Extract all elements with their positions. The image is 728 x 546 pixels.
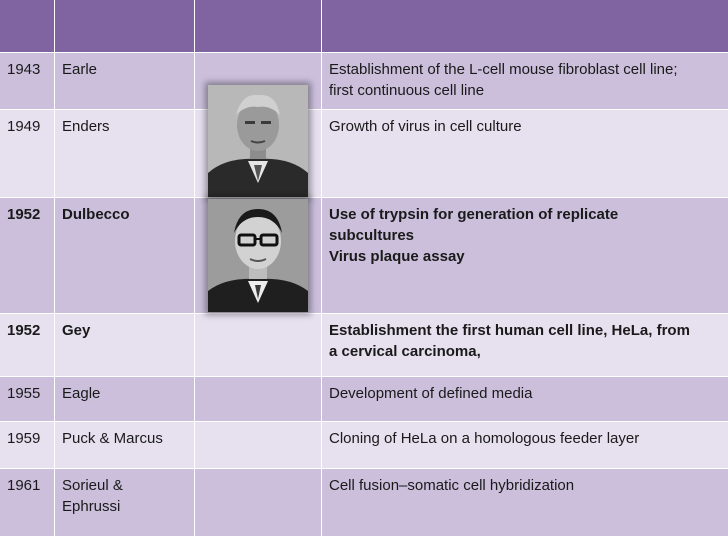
event-cell	[321, 468, 728, 536]
year-cell: 1952	[0, 197, 54, 313]
event-cell	[321, 376, 728, 421]
event-line: Use of trypsin for generation of replicate	[329, 206, 619, 223]
header-cell-photo	[194, 0, 321, 52]
name-line: Ephrussi	[62, 498, 121, 515]
event-cell	[321, 52, 728, 109]
event-line: Growth of virus in cell culture	[329, 118, 522, 135]
portrait-photo-dulbecco	[208, 199, 308, 312]
event-line: Development of defined media	[329, 385, 533, 402]
photo-cell	[194, 421, 321, 468]
year-cell: 1952	[0, 313, 54, 376]
name-cell: Enders	[54, 109, 194, 197]
table-header-row	[0, 0, 728, 52]
event-cell	[321, 421, 728, 468]
event-line: Establishment the first human cell line, HeLa, from	[329, 322, 690, 339]
name-cell: Eagle	[54, 376, 194, 421]
table-row	[0, 52, 728, 109]
year-cell: 1955	[0, 376, 54, 421]
event-line: first continuous cell line	[329, 82, 485, 99]
table-row	[0, 109, 728, 197]
photo-cell	[194, 468, 321, 536]
header-cell-year	[0, 0, 54, 52]
event-line: subcultures	[329, 227, 415, 244]
table-row	[0, 197, 728, 313]
name-cell: Puck & Marcus	[54, 421, 194, 468]
portrait-photo-enders	[208, 85, 308, 197]
table-row	[0, 376, 728, 421]
name-line: Sorieul &	[62, 477, 123, 494]
table-row	[0, 313, 728, 376]
event-line: Cloning of HeLa on a homologous feeder layer	[329, 430, 640, 447]
name-cell: Earle	[54, 52, 194, 109]
photo-cell	[194, 313, 321, 376]
event-line: Establishment of the L-cell mouse fibroblast cell line;	[329, 61, 678, 78]
table-row	[0, 468, 728, 536]
event-line: Virus plaque assay	[329, 248, 465, 265]
year-cell: 1959	[0, 421, 54, 468]
name-cell: Gey	[54, 313, 194, 376]
year-cell: 1943	[0, 52, 54, 109]
event-cell	[321, 313, 728, 376]
event-line: Cell fusion–somatic cell hybridization	[329, 477, 575, 494]
event-cell	[321, 109, 728, 197]
name-cell: Dulbecco	[54, 197, 194, 313]
photo-cell	[194, 376, 321, 421]
year-cell: 1961	[0, 468, 54, 536]
event-cell	[321, 197, 728, 313]
event-line: a cervical carcinoma,	[329, 343, 481, 360]
header-cell-event	[321, 0, 728, 52]
table-row	[0, 421, 728, 468]
header-cell-name	[54, 0, 194, 52]
year-cell: 1949	[0, 109, 54, 197]
name-cell	[54, 468, 194, 536]
